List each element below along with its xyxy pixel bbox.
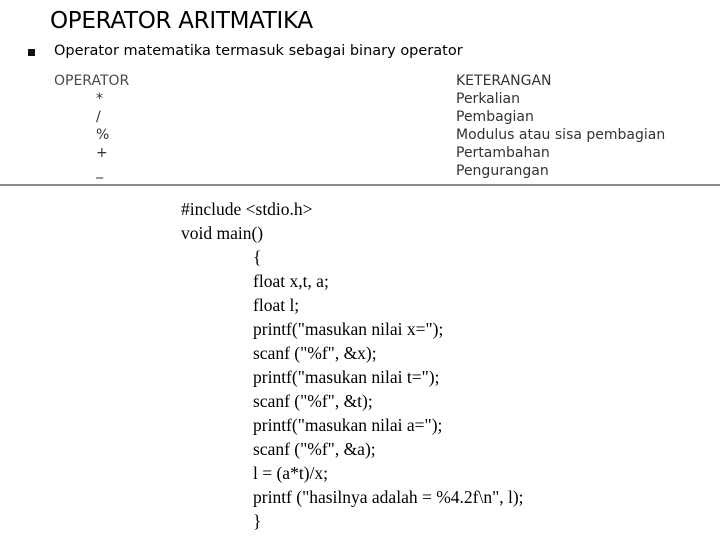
code-line: float x,t, a; xyxy=(253,271,329,291)
code-line: scanf ("%f", &x); xyxy=(253,343,377,363)
code-line: } xyxy=(253,511,262,531)
bullet-text: Operator matematika termasuk sebagai binary operator xyxy=(54,43,463,59)
code-line: void main() xyxy=(181,223,264,243)
operator-column xyxy=(54,72,130,179)
keterangan-header: KETERANGAN xyxy=(456,73,552,89)
code-block xyxy=(181,197,524,533)
operator-list xyxy=(96,90,109,180)
operator-symbol: _ xyxy=(96,163,103,179)
code-line: printf("masukan nilai t="); xyxy=(253,367,440,387)
horizontal-divider xyxy=(0,184,720,186)
square-bullet-icon xyxy=(28,49,35,56)
operator-header: OPERATOR xyxy=(54,73,130,89)
slide-title: OPERATOR ARITMATIKA xyxy=(50,8,313,34)
code-line: float l; xyxy=(253,295,300,315)
code-line: { xyxy=(253,247,262,267)
code-line: printf("masukan nilai x="); xyxy=(253,319,444,339)
keterangan-item: Pengurangan xyxy=(456,163,549,179)
code-line: scanf ("%f", &t); xyxy=(253,391,373,411)
operator-symbol: % xyxy=(96,127,110,143)
code-line: printf("masukan nilai a="); xyxy=(253,415,443,435)
keterangan-item: Pembagian xyxy=(456,109,534,125)
operator-symbol: + xyxy=(96,145,108,161)
code-line: #include <stdio.h> xyxy=(181,199,313,219)
keterangan-item: Modulus atau sisa pembagian xyxy=(456,127,666,143)
code-line: scanf ("%f", &a); xyxy=(253,439,376,459)
keterangan-item: Pertambahan xyxy=(456,145,550,161)
keterangan-item: Perkalian xyxy=(456,91,520,107)
keterangan-column xyxy=(456,72,665,180)
operator-symbol: / xyxy=(96,109,101,125)
operator-symbol: * xyxy=(96,91,103,107)
code-line: l = (a*t)/x; xyxy=(253,463,328,483)
code-line: printf ("hasilnya adalah = %4.2f\n", l); xyxy=(253,487,524,507)
